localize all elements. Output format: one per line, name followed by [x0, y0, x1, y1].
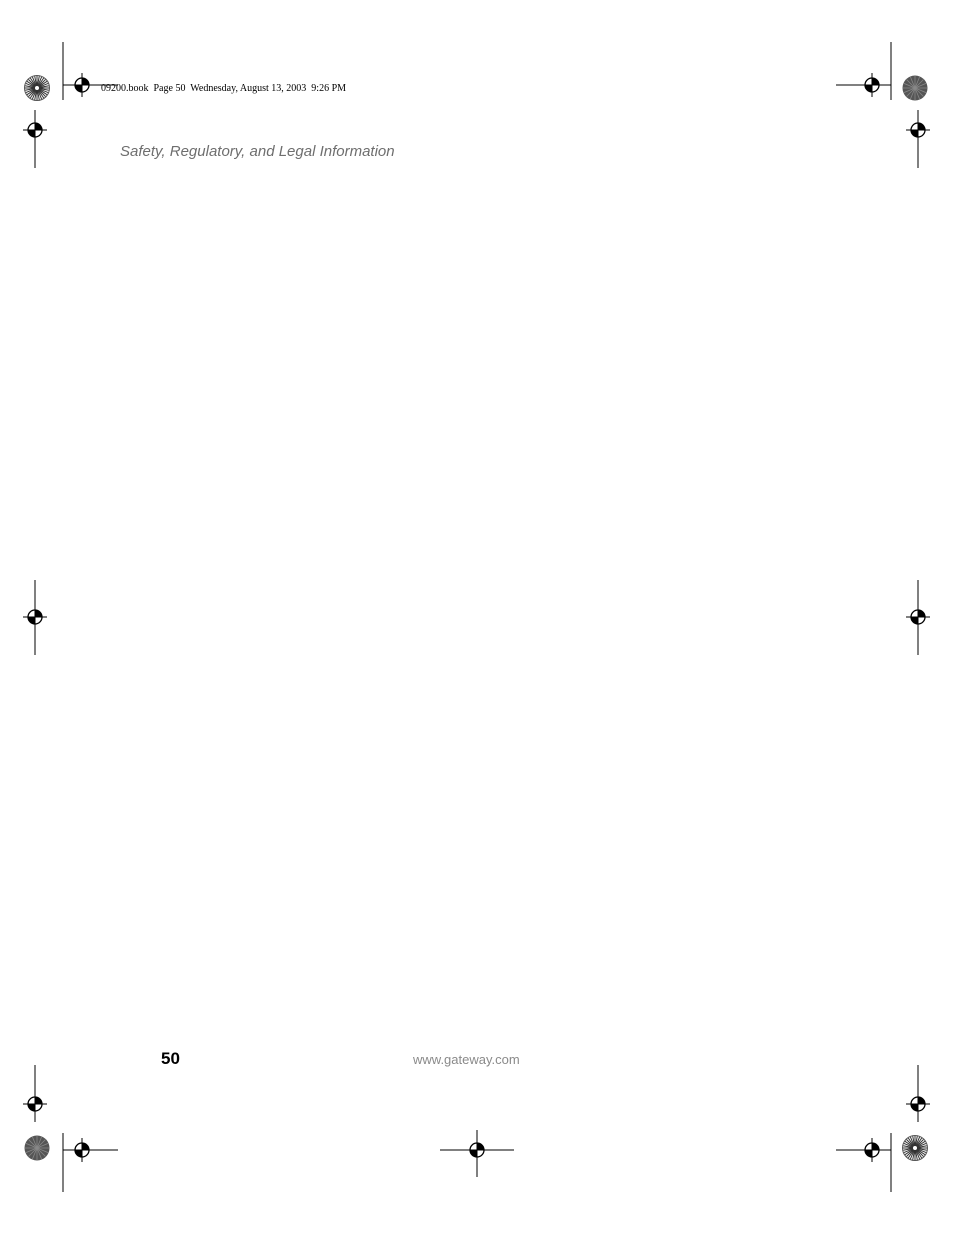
- crosshair-circle-icon: [860, 73, 884, 97]
- crosshair-circle-icon: [70, 1138, 94, 1162]
- crosshair-circle-icon: [70, 73, 94, 97]
- running-head: Safety, Regulatory, and Legal Information: [120, 143, 395, 160]
- crosshair-circle-icon: [860, 1138, 884, 1162]
- print-slug: 09200.book Page 50 Wednesday, August 13, 2003 9:26 PM: [101, 83, 347, 94]
- crosshair-circle-icon: [23, 605, 47, 629]
- crosshair-circle-icon: [906, 1092, 930, 1116]
- crosshair-circle-icon: [906, 118, 930, 142]
- starburst-icon: [25, 76, 50, 101]
- crosshair-circle-icon: [465, 1138, 489, 1162]
- starburst-icon: [25, 1136, 50, 1161]
- crosshair-circle-icon: [906, 605, 930, 629]
- starburst-icon: [903, 76, 928, 101]
- crosshair-circle-icon: [23, 1092, 47, 1116]
- starburst-icon: [903, 1136, 928, 1161]
- crosshair-circle-icon: [23, 118, 47, 142]
- page-number: 50: [161, 1049, 180, 1068]
- footer-url: www.gateway.com: [413, 1052, 520, 1067]
